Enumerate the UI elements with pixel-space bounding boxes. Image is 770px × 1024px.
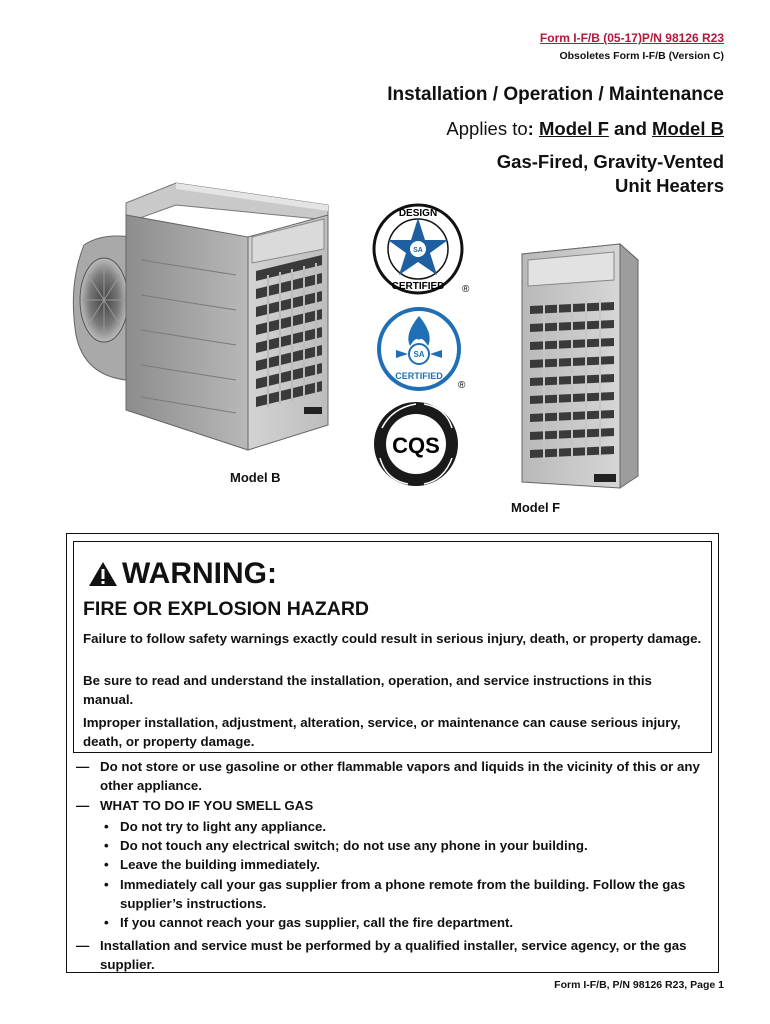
- bullet-mark: •: [104, 915, 109, 930]
- warning-triangle-icon: [88, 561, 118, 587]
- csa-mark: SA: [413, 350, 425, 359]
- bullet-mark: •: [104, 877, 109, 892]
- subtitle-line-2: Unit Heaters: [615, 175, 724, 196]
- form-number: Form I-F/B (05-17)P/N 98126 R23: [539, 31, 724, 45]
- bullet-item: [104, 913, 714, 932]
- bullet-mark: •: [104, 819, 109, 834]
- certified-text: CERTIFIED: [395, 371, 443, 381]
- warning-paragraph-2: Be sure to read and understand the installation, operation, and service instructions in this manual.: [83, 673, 652, 707]
- applies-colon: :: [527, 118, 539, 139]
- bullet-item: [104, 875, 714, 913]
- model-f-heater-image: [510, 238, 650, 494]
- applies-and: and: [608, 118, 653, 139]
- csa-certified-logo: [374, 306, 472, 396]
- bullet-item-text: Do not try to light any appliance.: [120, 819, 327, 834]
- bullet-item: [104, 836, 714, 855]
- model-f-nameplate: [594, 474, 616, 482]
- model-f-link: Model F: [538, 118, 609, 139]
- applies-to-line: [446, 118, 724, 140]
- dash-item-3-text: Installation and service must be performed by a qualified installer, service agency, or the gas supplier.: [100, 938, 687, 972]
- obsoletes-note: Obsoletes Form I-F/B (Version C): [559, 50, 724, 62]
- caption-model-b: Model B: [230, 470, 281, 485]
- dash-item-3: [76, 936, 716, 974]
- warning-paragraph-3: Improper installation, adjustment, alteration, service, or maintenance can cause serious injury, death, or property damage.: [83, 715, 681, 749]
- dash-item-1-text: Do not store or use gasoline or other flammable vapors and liquids in the vicinity of this or any other appliance.: [100, 759, 700, 793]
- model-b-heater-image: [66, 175, 336, 460]
- bullet-item: [104, 817, 714, 836]
- dash-item-2-text: WHAT TO DO IF YOU SMELL GAS: [100, 798, 314, 813]
- dash-mark: —: [76, 798, 90, 813]
- warning-paragraph-1: Failure to follow safety warnings exactly could result in serious injury, death, or property damage.: [83, 631, 702, 646]
- bullet-item-text: Immediately call your gas supplier from a phone remote from the building. Follow the gas supplier’s instructions.: [120, 877, 686, 911]
- cqs-text: CQS: [392, 433, 440, 458]
- model-b-nameplate: [304, 407, 322, 414]
- document-title: Installation / Operation / Maintenance: [387, 84, 724, 105]
- product-subtitle: [497, 150, 724, 198]
- applies-prefix: Applies to: [446, 118, 528, 139]
- dash-mark: —: [76, 938, 90, 953]
- bullet-item: [104, 855, 714, 874]
- subtitle-line-1: Gas-Fired, Gravity-Vented: [496, 151, 724, 172]
- dash-mark: —: [76, 759, 90, 774]
- bullet-item-text: Do not touch any electrical switch; do not use any phone in your building.: [120, 838, 588, 853]
- caption-model-f: Model F: [511, 500, 561, 515]
- registered-mark-2: ®: [458, 380, 466, 391]
- design-certified-bottom-text: CERTIFIED: [391, 281, 445, 292]
- dash-item-2: [76, 796, 716, 815]
- hazard-heading: FIRE OR EXPLOSION HAZARD: [83, 598, 370, 620]
- bullet-mark: •: [104, 857, 109, 872]
- bullet-item-text: Leave the building immediately.: [120, 857, 320, 872]
- bullet-item-text: If you cannot reach your gas supplier, call the fire department.: [120, 915, 514, 930]
- warning-title-text: WARNING:: [122, 557, 277, 590]
- design-certified-logo: [372, 202, 470, 298]
- cqs-logo: [372, 398, 462, 490]
- page-footer: Form I-F/B, P/N 98126 R23, Page 1: [554, 979, 724, 991]
- registered-mark-1: ®: [462, 284, 470, 295]
- design-certified-top-text: DESIGN: [398, 208, 438, 219]
- warning-title: [88, 557, 277, 591]
- design-certified-mark: SA: [413, 247, 423, 254]
- dash-item-1: [76, 757, 716, 795]
- bullet-mark: •: [104, 838, 109, 853]
- model-b-link: Model B: [652, 118, 724, 139]
